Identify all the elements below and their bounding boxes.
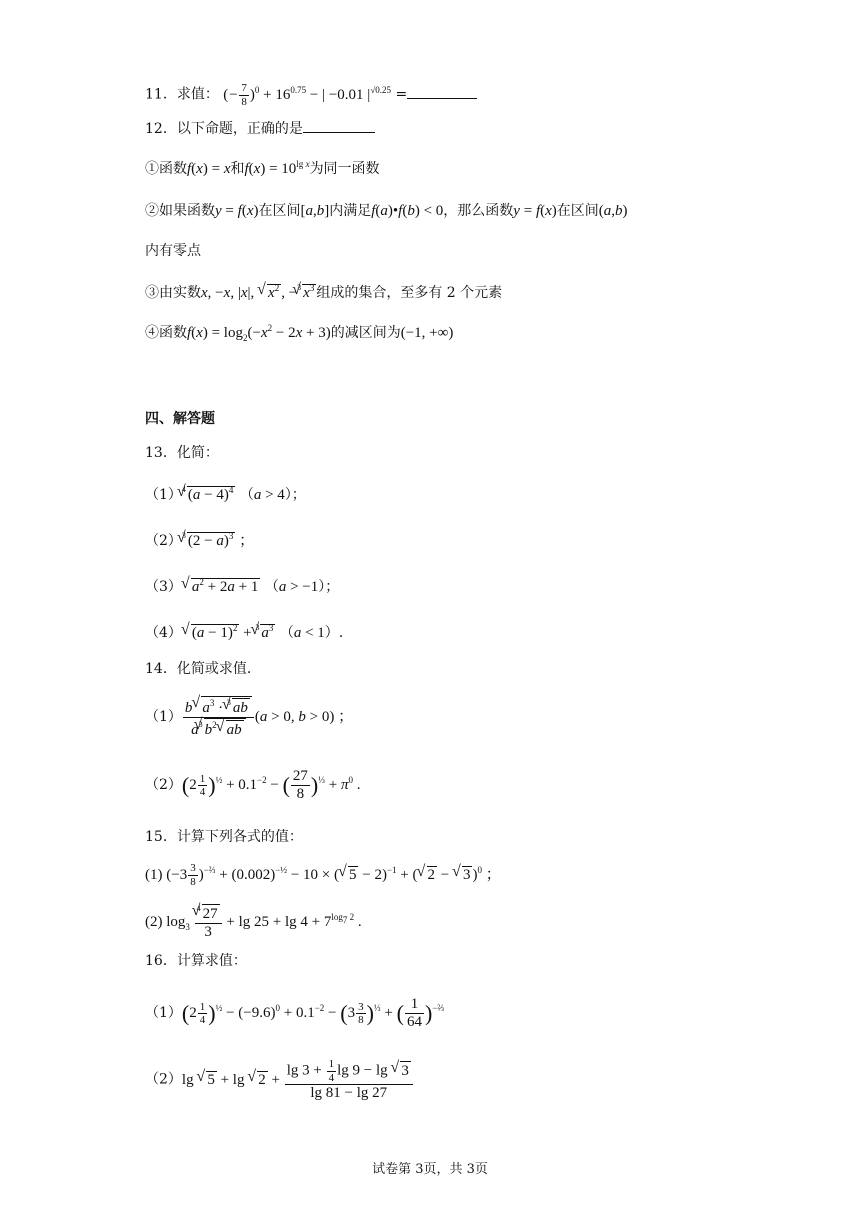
q13-p4-expr: √ $(a - 1)^2 + ^3√$ $a^3$ <box>182 625 275 641</box>
q12-item1-text-b: 和 <box>230 161 245 177</box>
q15-part-1 <box>145 862 501 888</box>
q12-item1-text-c: 为同一函数 <box>309 161 380 177</box>
q14-label: 14．化简或求值． <box>145 661 261 677</box>
q14-p2-expr: (2 $\frac{1}{4}$ )$^{\frac{1}{2}} + 0.1^{-2}$ − ( $\frac{27}{8}$ )$^{\frac{1}{3}} + \pi^0$ . <box>181 768 361 803</box>
q13-p3-label: （3） <box>145 579 182 595</box>
q13-p1-label: （1） <box>145 487 182 503</box>
q12-item2-text-e: 在区间 <box>556 203 599 219</box>
q13-label: 13．化简： <box>145 445 219 461</box>
q16-p1-expr: (2 $\frac{1}{4}$ )$^{\frac{1}{2}} - (-9.6)^0 + 0.1^{-2} - (3$ $\frac{3}{8}$ )$^{\frac{1}{3}}$ + ( $\frac{1}{64}$ )$^{-\frac{2}{3}}$ <box>181 996 445 1031</box>
q13-part-3 <box>145 578 339 595</box>
q12-item-1 <box>145 159 380 177</box>
q16-p2-expr: lg √ 5 + lg √ 2 + lg 3 + $\frac{1}{4}$ lg 9 − lg √ 3 lg 81 − lg 27 <box>182 1072 414 1088</box>
q13-part-4 <box>145 624 343 641</box>
q15-p2-expr: (2) $\log_3$ $\frac{^4√ 27}{3}$ + $\lg 25 + \lg 4 + 7^{log_7 2}$ . <box>145 914 362 930</box>
q11-equals: = <box>395 86 408 103</box>
q12-item1-f2: $f(x) = 10^{lg x}$ <box>244 159 310 177</box>
question-12 <box>145 122 375 136</box>
q13-p3-expr: √ $a^2 + 2a + 1$ <box>182 579 260 595</box>
q12-item2-text-f: 内有零点 <box>145 243 201 259</box>
q13-p1-expr: $^4$√ $(a - 4)^4$ <box>182 487 235 503</box>
q13-p2-label: （2） <box>145 533 182 549</box>
q14-p1-label: （1） <box>145 709 182 726</box>
q13-p1-open: （ <box>239 487 254 503</box>
q13-part-1 <box>145 486 306 503</box>
q12-item1-text-a: ①函数 <box>145 161 187 177</box>
q13-part-2 <box>145 532 254 549</box>
q13-p3-close: ）； <box>318 579 340 595</box>
q12-item2-cond: f(a)•f(b) < 0 <box>371 203 444 219</box>
q12-item4-text-a: ④函数 <box>145 325 187 341</box>
q13-p3-open: （ <box>264 579 279 595</box>
q13-p1-cond: a > 4 <box>253 487 285 503</box>
q14-part-2 <box>145 768 360 804</box>
q14-part-1 <box>145 696 353 740</box>
q12-item2-text-b: 在区间 <box>258 203 301 219</box>
q12-item4-text-b: 的减区间为 <box>330 325 401 341</box>
q12-item2-fn: y = f(x) <box>215 203 259 219</box>
q12-item-2-cont <box>145 244 201 258</box>
q13-p4-label: （4） <box>145 625 182 641</box>
q11-label: 11．求值： <box>145 86 219 103</box>
q15-p1-expr: (1) (−3 $\frac{3}{8}$ )$^{-\frac{2}{3}} + (0.002)^{-\frac{1}{2}} - 10$ × (√ 5 − 2)$^{-1}$ + (√ 2 − √ 3 )$^0$ ； <box>145 867 501 883</box>
q16-part-1 <box>145 996 444 1032</box>
q12-label: 12．以下命题，正确的是 <box>145 121 303 137</box>
question-11 <box>145 82 477 108</box>
q12-item2-text-d: ，那么函数 <box>443 203 514 219</box>
q13-p3-cond: a > −1 <box>278 579 319 595</box>
q14-p1-expr: $\frac{b√ a^3 \cdot ^3√ ab}{a^3√ b^2√ ab}$ (a > 0, b > 0) ； <box>182 709 353 725</box>
q16-p1-label: （1） <box>145 1005 182 1022</box>
q12-item3-text-b: 组成的集合，至多有 2 个元素 <box>316 285 503 301</box>
q15-part-2 <box>145 904 362 942</box>
q15-label: 15．计算下列各式的值： <box>145 829 303 845</box>
q12-item2-open-interval: (a,b) <box>598 203 628 219</box>
q12-item2-interval: [a,b] <box>300 203 330 219</box>
q14-p2-label: （2） <box>145 777 182 794</box>
q13-p4-cond: a < 1 <box>293 625 325 641</box>
q16-part-2 <box>145 1058 414 1103</box>
q12-item-4 <box>145 323 454 343</box>
q12-answer-blank[interactable] <box>303 132 375 133</box>
q11-expression: (− $\frac{7}{8}$ )$^0 + 16^{0.75}$ − | −0.01 $|^{√0.25}$ <box>223 82 392 108</box>
q12-item-2 <box>145 204 628 219</box>
q11-answer-blank[interactable] <box>407 98 477 99</box>
q12-item2-text-a: ②如果函数 <box>145 203 215 219</box>
q13-p4-close: ）. <box>324 625 344 641</box>
q16-p2-label: （2） <box>145 1071 182 1088</box>
q12-item2-text-c: 内满足 <box>329 203 372 219</box>
q13-p4-open: （ <box>279 625 294 641</box>
q12-item4-fn: $f(x) = \log_2(-x^2 - 2x + 3)$ <box>187 323 331 343</box>
q12-item1-f1: f(x) = x <box>187 161 231 177</box>
q13-p1-close: ）； <box>284 487 306 503</box>
q12-item2-fn2: y = f(x) <box>513 203 557 219</box>
q12-item3-set: x, −x, |x|, √ $x^2$ , −$^3$√ $x^3$ <box>201 285 316 301</box>
page-footer: 试卷第 3页，共 3页 <box>372 1162 488 1177</box>
q12-item4-interval: (−1, +∞) <box>400 325 454 341</box>
q12-item-3 <box>145 284 502 301</box>
q16-label: 16．计算求值： <box>145 953 247 969</box>
q13-p2-expr: $^3$√ $(2 - a)^3$ ； <box>182 533 254 549</box>
q12-item3-text-a: ③由实数 <box>145 285 201 301</box>
section-title: 四、解答题 <box>145 411 215 427</box>
